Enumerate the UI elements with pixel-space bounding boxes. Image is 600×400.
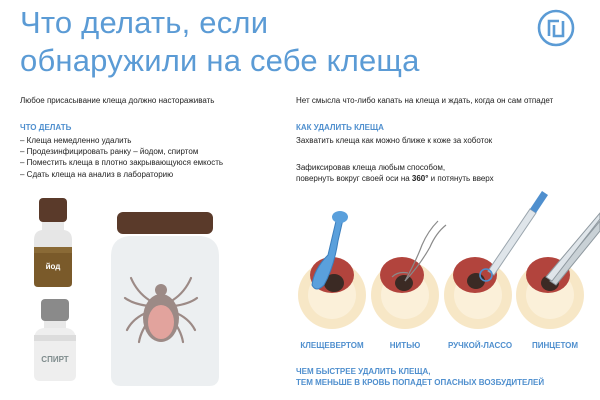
degrees-value: 360° — [411, 174, 429, 184]
left-intro: Любое присасывание клеща должно настораживать — [20, 96, 215, 105]
instruction-rotate-line2: повернуть вокруг своей оси на 360° и потянуть вверх — [296, 174, 494, 184]
right-intro: Нет смысла что-либо капать на клеща и ждать, когда он сам отпадет — [296, 96, 554, 105]
alcohol-label: СПИРТ — [41, 355, 69, 364]
jar-illustration — [105, 208, 245, 388]
skin-circle-2-icon — [371, 257, 439, 329]
method-label-thread: НИТЬЮ — [389, 341, 421, 350]
skin-circle-3-icon — [444, 257, 512, 329]
bottom-note — [296, 366, 544, 388]
iodine-label: йод — [45, 262, 61, 271]
step-item: – Сдать клеща на анализ в лабораторию — [20, 169, 174, 179]
logo-icon — [537, 9, 575, 47]
method-label-twister: КЛЕЩЕВЕРТОМ — [300, 341, 364, 350]
step-item: – Клеща немедленно удалить — [20, 136, 132, 145]
how-to-remove-heading: КАК УДАЛИТЬ КЛЕЩА — [296, 123, 384, 132]
instruction-rotate — [296, 162, 494, 184]
instruction-rotate-line1: Зафиксировав клеща любым способом, — [296, 163, 446, 172]
title-line-2: обнаружили на себе клеща — [20, 43, 420, 78]
step-item: – Поместить клеща в плотно закрывающуюся емкость — [20, 158, 224, 168]
instruction-grab: Захватить клеща как можно ближе к коже за хоботок — [296, 136, 493, 145]
method-label-lasso: РУЧКОЙ-ЛАССО — [447, 341, 513, 350]
iodine-bottle-icon — [34, 198, 72, 287]
method-label-tweezers: ПИНЦЕТОМ — [531, 341, 579, 350]
page-title — [20, 4, 520, 80]
removal-methods-illustration — [280, 185, 600, 335]
title-line-1: Что делать, если — [20, 5, 269, 40]
step-item: – Продезинфицировать ранку – йодом, спиртом — [20, 147, 199, 157]
steps-list — [20, 135, 223, 180]
what-to-do-heading: ЧТО ДЕЛАТЬ — [20, 123, 72, 132]
skin-circle-4-icon — [516, 257, 584, 329]
bottom-note-line2: ТЕМ МЕНЬШЕ В КРОВЬ ПОПАДЕТ ОПАСНЫХ ВОЗБУДИТЕЛЕЙ — [296, 378, 545, 387]
bottom-note-line1: ЧЕМ БЫСТРЕЕ УДАЛИТЬ КЛЕЩА, — [296, 367, 431, 376]
alcohol-bottle-icon — [34, 299, 76, 381]
